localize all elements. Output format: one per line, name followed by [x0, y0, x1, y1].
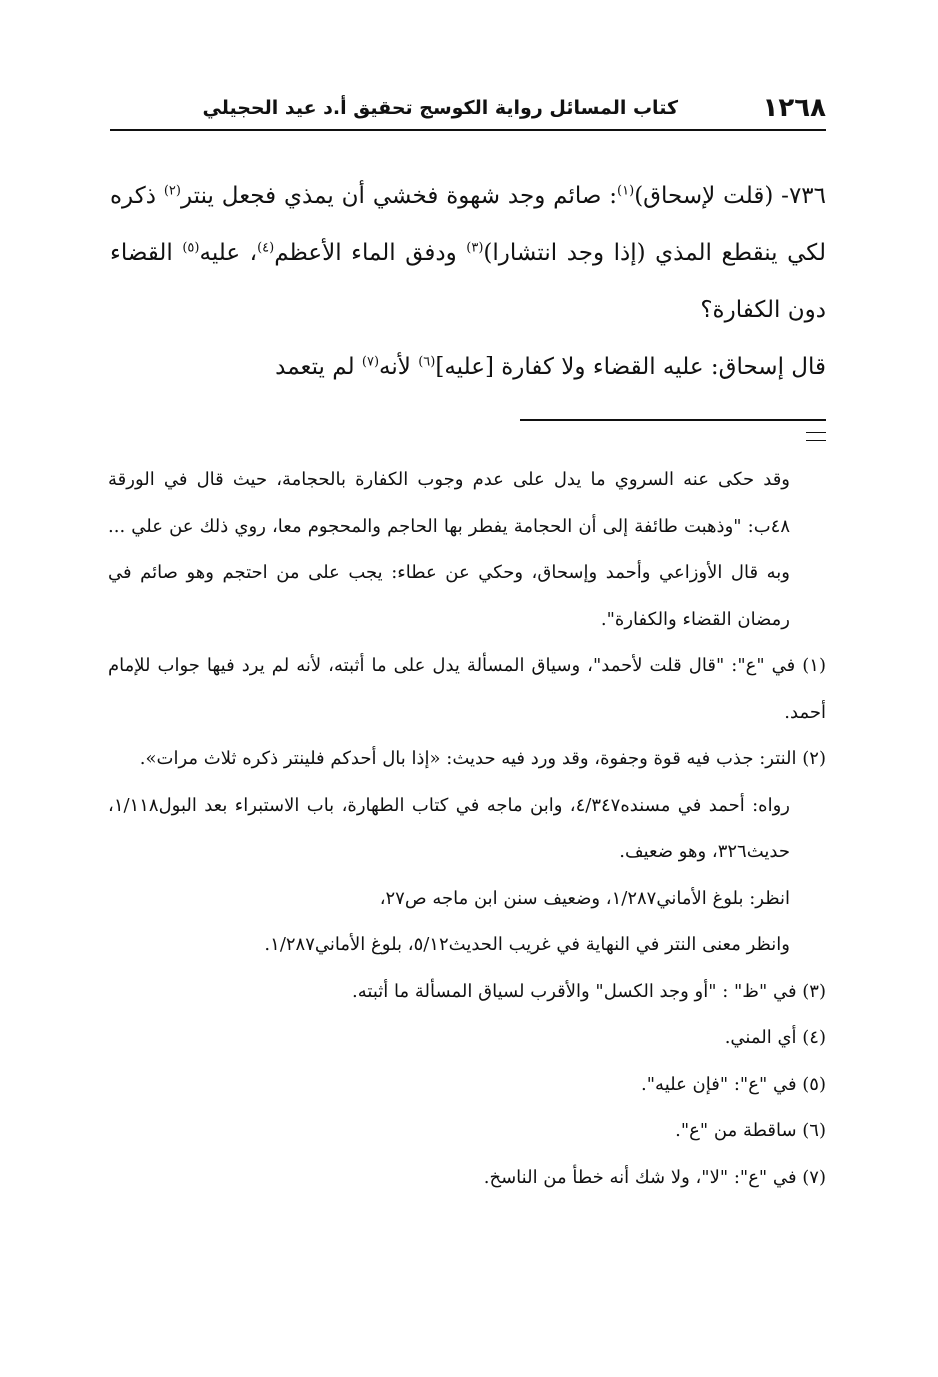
footnote-6: (٦) ساقطة من "ع".	[675, 1120, 826, 1141]
question-lead: ٧٣٦- (قلت لإسحاق)	[634, 183, 826, 209]
footnote-ref-7: (٧)	[361, 354, 380, 370]
header-rule	[110, 129, 826, 131]
answer-text-2: لأنه	[379, 354, 419, 380]
footnote-4: (٤) أي المني.	[724, 1027, 826, 1048]
footnote-3: (٣) في "ظ" : "أو وجد الكسل" والأقرب لسياق المسألة ما أثبته.	[352, 980, 826, 1002]
answer-text-3: لم يتعمد	[275, 354, 362, 380]
footnote-ref-1: (١)	[617, 183, 635, 199]
footnote-2-source: رواه: أحمد في مسنده٤/٣٤٧، وابن ماجه في كتاب الطهارة، باب الاستبراء بعد البول١/١١٨، حديث٣٢٦، وهو ضعيف.	[108, 794, 790, 862]
footnote-2-see: انظر: بلوغ الأماني١/٢٨٧، وضعيف سنن ابن ماجه ص٢٧،	[379, 887, 790, 909]
footnotes	[108, 457, 826, 1201]
question-text-3: ودفق الماء الأعظم	[274, 240, 467, 266]
footnote-ref-6: (٦)	[418, 354, 436, 370]
page-header	[110, 88, 826, 128]
running-title: كتاب المسائل رواية الكوسج تحقيق أ.د عيد الحجيلي	[202, 97, 678, 119]
footnote-ref-4: (٤)	[257, 240, 275, 256]
page-number: ١٢٦٨	[762, 93, 826, 123]
footnote-1: (١) في "ع": "قال قلت لأحمد"، وسياق المسألة يدل على ما أثبته، لأنه لم يرد فيها جواب للإمام أحمد.	[108, 655, 826, 723]
footnote-ref-3: (٣)	[466, 240, 484, 256]
footnote-2-meaning: وانظر معنى النتر في النهاية في غريب الحديث٥/١٢، بلوغ الأماني١/٢٨٧.	[264, 934, 790, 955]
answer-paragraph	[110, 339, 826, 396]
footnote-5: (٥) في "ع": "فإن عليه".	[641, 1073, 826, 1095]
footnote-separator	[520, 419, 826, 421]
continuation-mark	[806, 432, 826, 441]
main-text	[110, 168, 826, 396]
question-text-1: : صائم وجد شهوة فخشي أن يمذي فجعل ينتر	[180, 183, 618, 209]
footnote-2: (٢) النتر: جذب فيه قوة وجفوة، وقد ورد فيه حديث: «إذا بال أحدكم فلينتر ذكره ثلاث مرات».	[139, 748, 826, 769]
question-text-5: القضاء دون الكفارة؟	[110, 240, 826, 323]
footnote-7: (٧) في "ع": "لا"، ولا شك أنه خطأ من الناسخ.	[483, 1166, 826, 1188]
answer-text-1: قال إسحاق: عليه القضاء ولا كفارة [عليه]	[435, 354, 826, 380]
question-text-2: ذكره لكي ينقطع المذي (إذا وجد انتشارا)	[110, 183, 826, 266]
footnote-ref-2: (٢)	[163, 183, 181, 199]
footnote-continuation: وقد حكى عنه السروي ما يدل على عدم وجوب الكفارة بالحجامة، حيث قال في الورقة ٤٨ب: "وذهبت طائفة إلى أن الحجامة يفطر بها الحاجم والمحجوم معا، روي ذلك عن علي ... وبه قال الأوزاعي وأحمد وإسحاق، وحكي عن عطاء: يجب على من احتجم وهو صائم في رمضان القضاء والكفارة".	[108, 469, 790, 630]
footnote-ref-5: (٥)	[182, 240, 200, 256]
question-text-4: ، عليه	[199, 240, 258, 266]
question-paragraph	[110, 168, 826, 339]
